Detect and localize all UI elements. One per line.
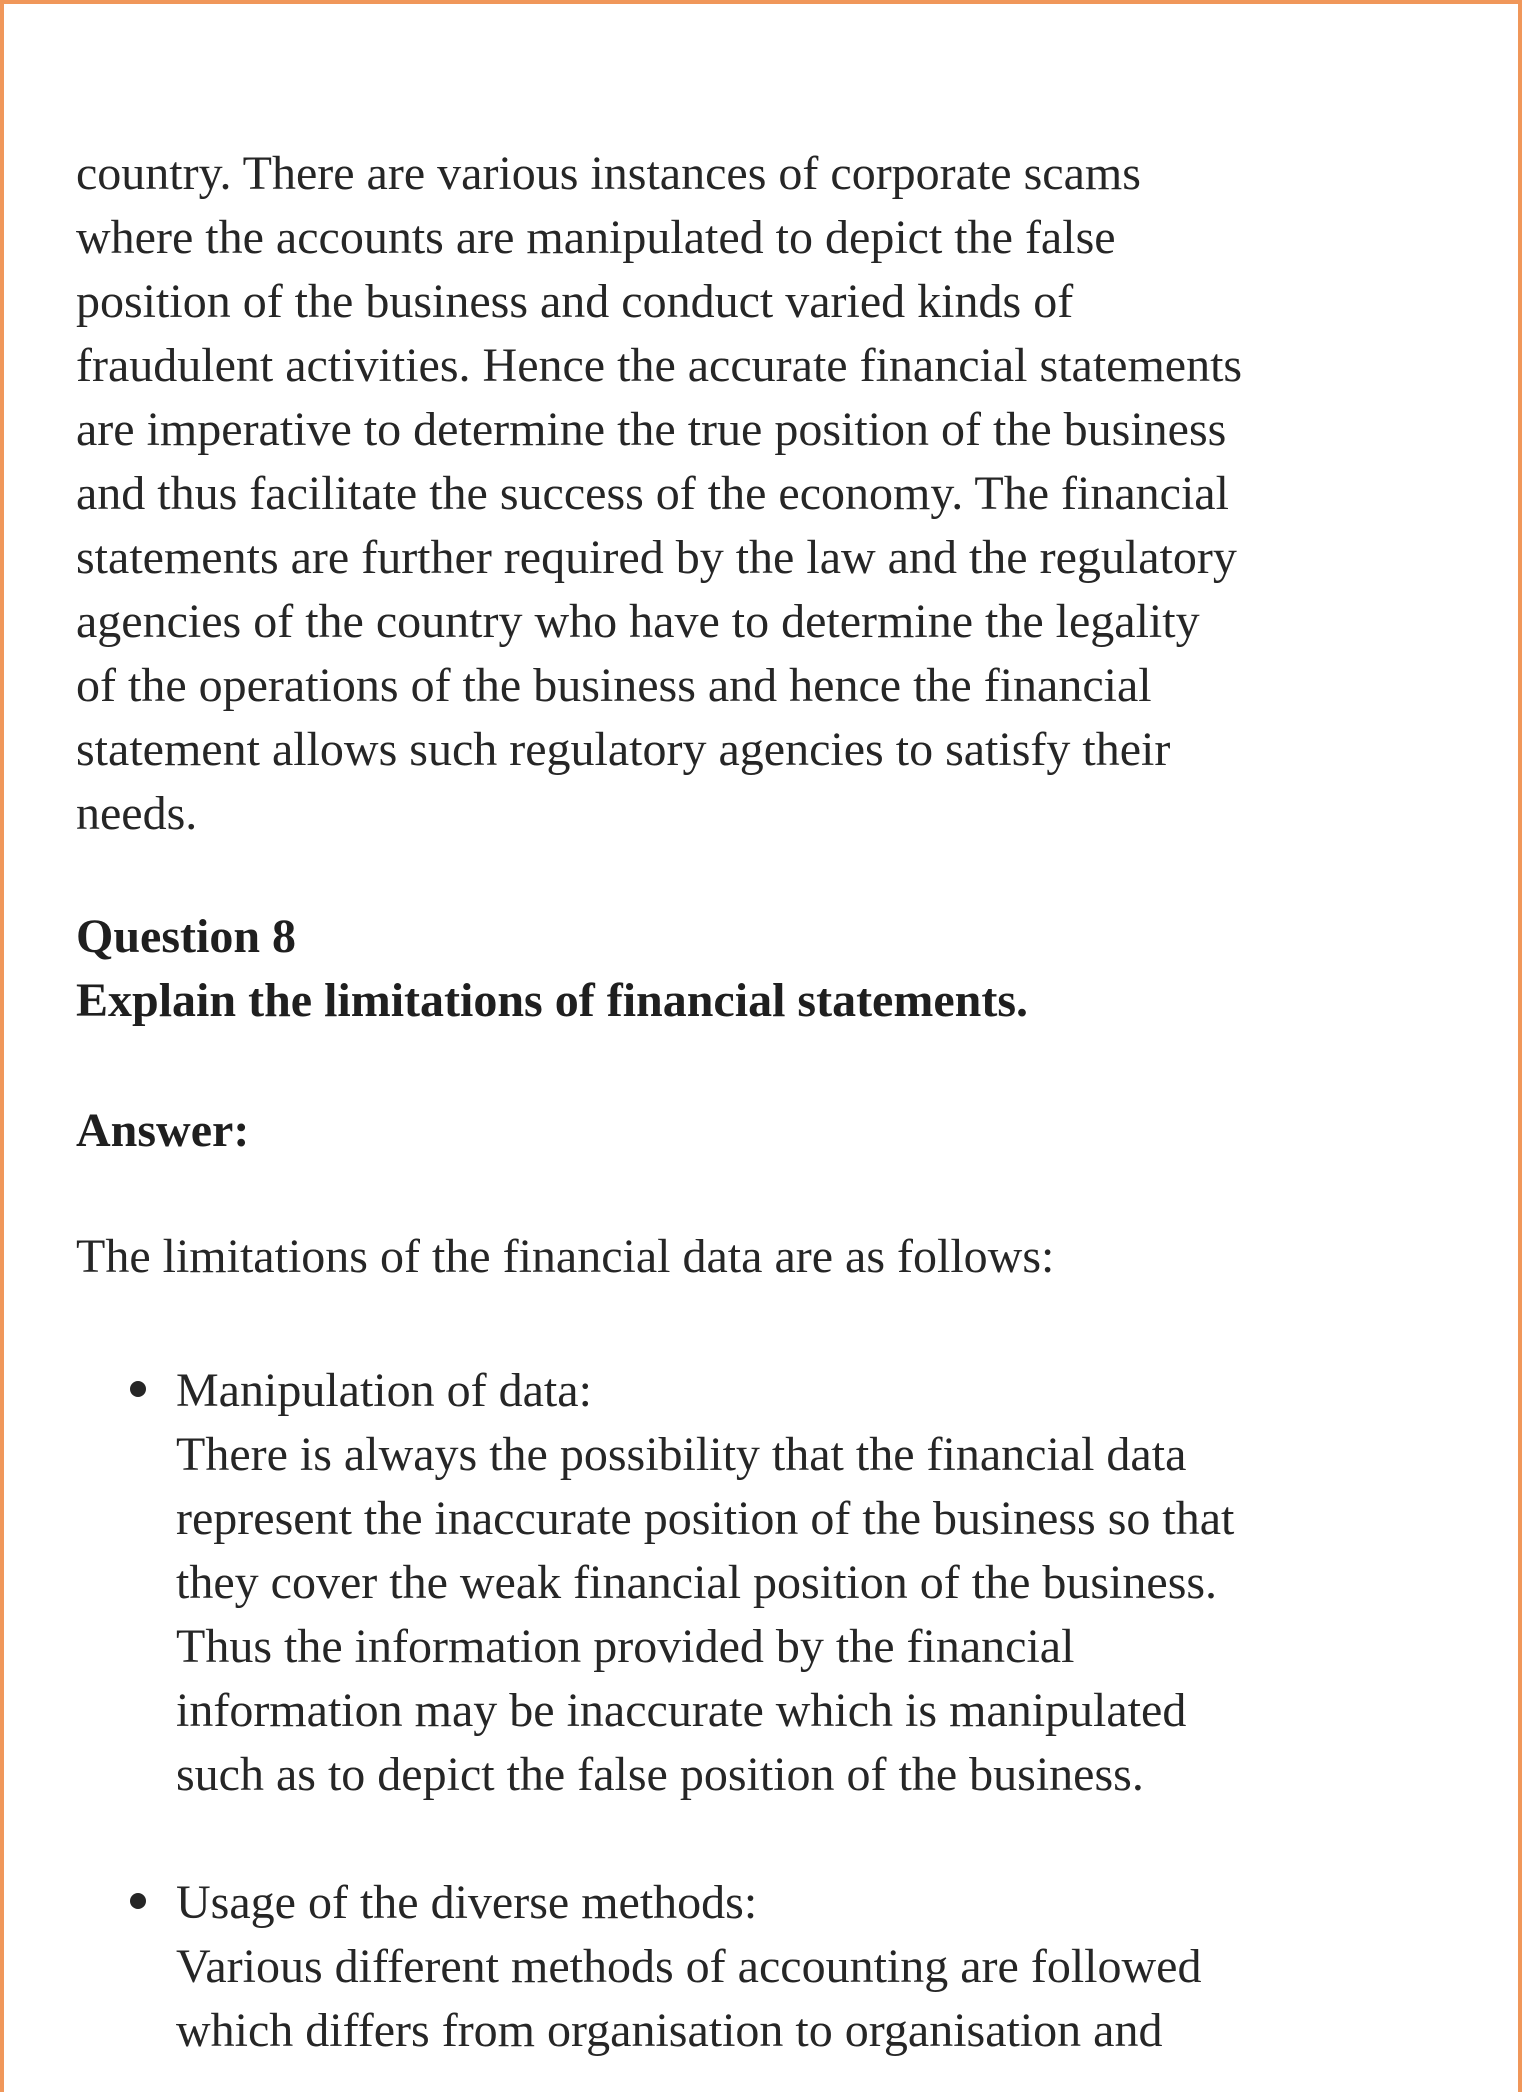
bullet-title: Usage of the diverse methods: <box>176 1876 758 1929</box>
paragraph-line: needs. <box>76 787 198 840</box>
bullet-line: information may be inaccurate which is manipulated <box>176 1684 1187 1737</box>
paragraph-line: fraudulent activities. Hence the accurate financial statements <box>76 339 1243 392</box>
bullet-line: such as to depict the false position of the business. <box>176 1748 1144 1801</box>
paragraph-line: position of the business and conduct varied kinds of <box>76 275 1074 328</box>
answer-intro: The limitations of the financial data are as follows: <box>76 1230 1055 1283</box>
bullet-line: There is always the possibility that the financial data <box>176 1428 1187 1481</box>
bullet-line: Various different methods of accounting are followed <box>176 1940 1202 1993</box>
paragraph-line: are imperative to determine the true position of the business <box>76 403 1227 456</box>
bullet-line: Thus the information provided by the financial <box>176 1620 1075 1673</box>
question-prompt-heading: Explain the limitations of financial statements. <box>76 974 1029 1027</box>
bullet-line: which differs from organisation to organisation and <box>176 2004 1163 2057</box>
bullet-icon <box>130 1381 146 1397</box>
paragraph-line: statements are further required by the law and the regulatory <box>76 531 1237 584</box>
paragraph-line: where the accounts are manipulated to depict the false <box>76 211 1116 264</box>
paragraph-line: of the operations of the business and hence the financial <box>76 659 1152 712</box>
bullet-icon <box>130 1893 146 1909</box>
paragraph-line: and thus facilitate the success of the economy. The financial <box>76 467 1229 520</box>
bullet-line: they cover the weak financial position of the business. <box>176 1556 1218 1609</box>
paragraph-line: agencies of the country who have to determine the legality <box>76 595 1200 648</box>
question-number-heading: Question 8 <box>76 910 297 963</box>
answer-label: Answer: <box>76 1104 250 1157</box>
bullet-title: Manipulation of data: <box>176 1364 592 1417</box>
paragraph-line: country. There are various instances of corporate scams <box>76 147 1141 200</box>
bullet-line: represent the inaccurate position of the business so that <box>176 1492 1235 1545</box>
paragraph-line: statement allows such regulatory agencies to satisfy their <box>76 723 1171 776</box>
